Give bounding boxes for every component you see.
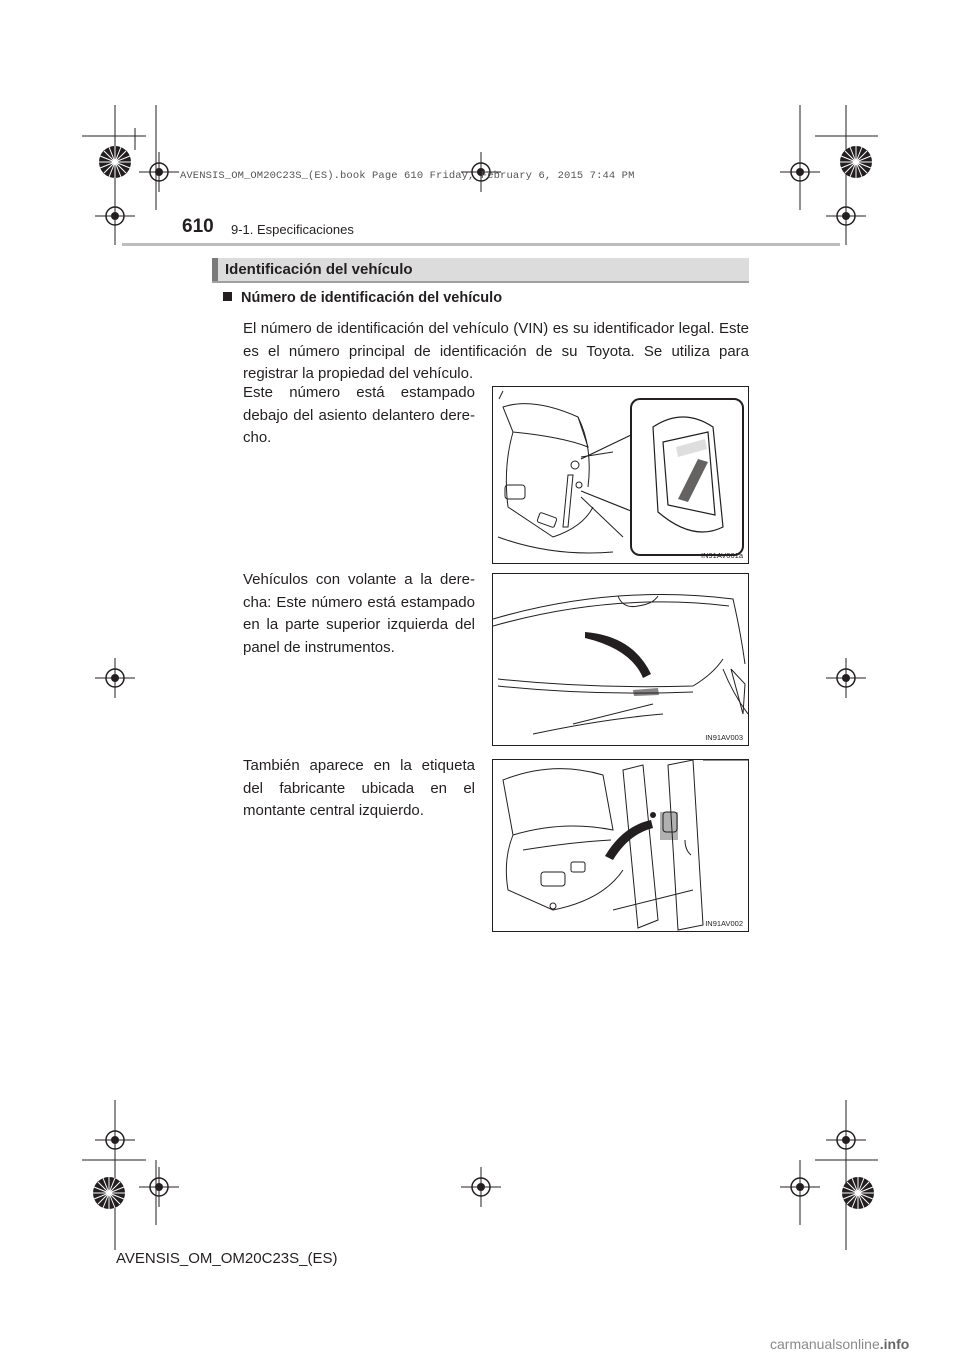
figure-dashboard-vin — [492, 573, 749, 746]
section-title: Identificación del vehículo — [225, 261, 413, 278]
item-2-text: Vehículos con volante a la dere-cha: Este número está estampado en la parte superior izquierda del panel de instrumentos. — [243, 571, 475, 656]
seat-illustration — [493, 387, 749, 564]
figure-seat-vin — [492, 386, 749, 564]
section-label: 9-1. Especificaciones — [231, 222, 354, 237]
dashboard-illustration — [493, 574, 749, 746]
title-accent-bar — [212, 258, 218, 281]
document-code: AVENSIS_OM_OM20C23S_(ES) — [116, 1250, 338, 1267]
book-info-line: AVENSIS_OM_OM20C23S_(ES).book Page 610 Friday, February 6, 2015 7:44 PM — [180, 170, 635, 182]
pillar-illustration — [493, 760, 749, 932]
square-bullet-icon — [223, 292, 232, 301]
figure-code: IN91AV002 — [705, 919, 743, 928]
watermark-prefix: carmanualsonline — [770, 1336, 880, 1352]
figure-pillar-label — [492, 759, 749, 932]
section-title-box — [212, 258, 749, 283]
page-number: 610 — [182, 216, 214, 237]
subheading-text: Número de identificación del vehículo — [241, 290, 503, 306]
intro-paragraph: El número de identificación del vehículo (VIN) es su identificador legal. Este es el número principal de identificación de su Toyota. Se utiliza para registrar la propiedad del vehículo. — [243, 320, 749, 382]
item-1-text: Este número está estampado debajo del asiento delantero dere-cho. — [243, 384, 475, 446]
watermark — [770, 1336, 909, 1352]
item-3-text: También aparece en la etiqueta del fabricante ubicada en el montante central izquierdo. — [243, 757, 475, 819]
header-rule — [122, 243, 840, 246]
watermark-suffix: .info — [879, 1336, 910, 1352]
figure-code: IN91AV003 — [705, 733, 743, 742]
figure-code: IN91AV001a — [701, 551, 743, 560]
subheading — [223, 290, 502, 306]
